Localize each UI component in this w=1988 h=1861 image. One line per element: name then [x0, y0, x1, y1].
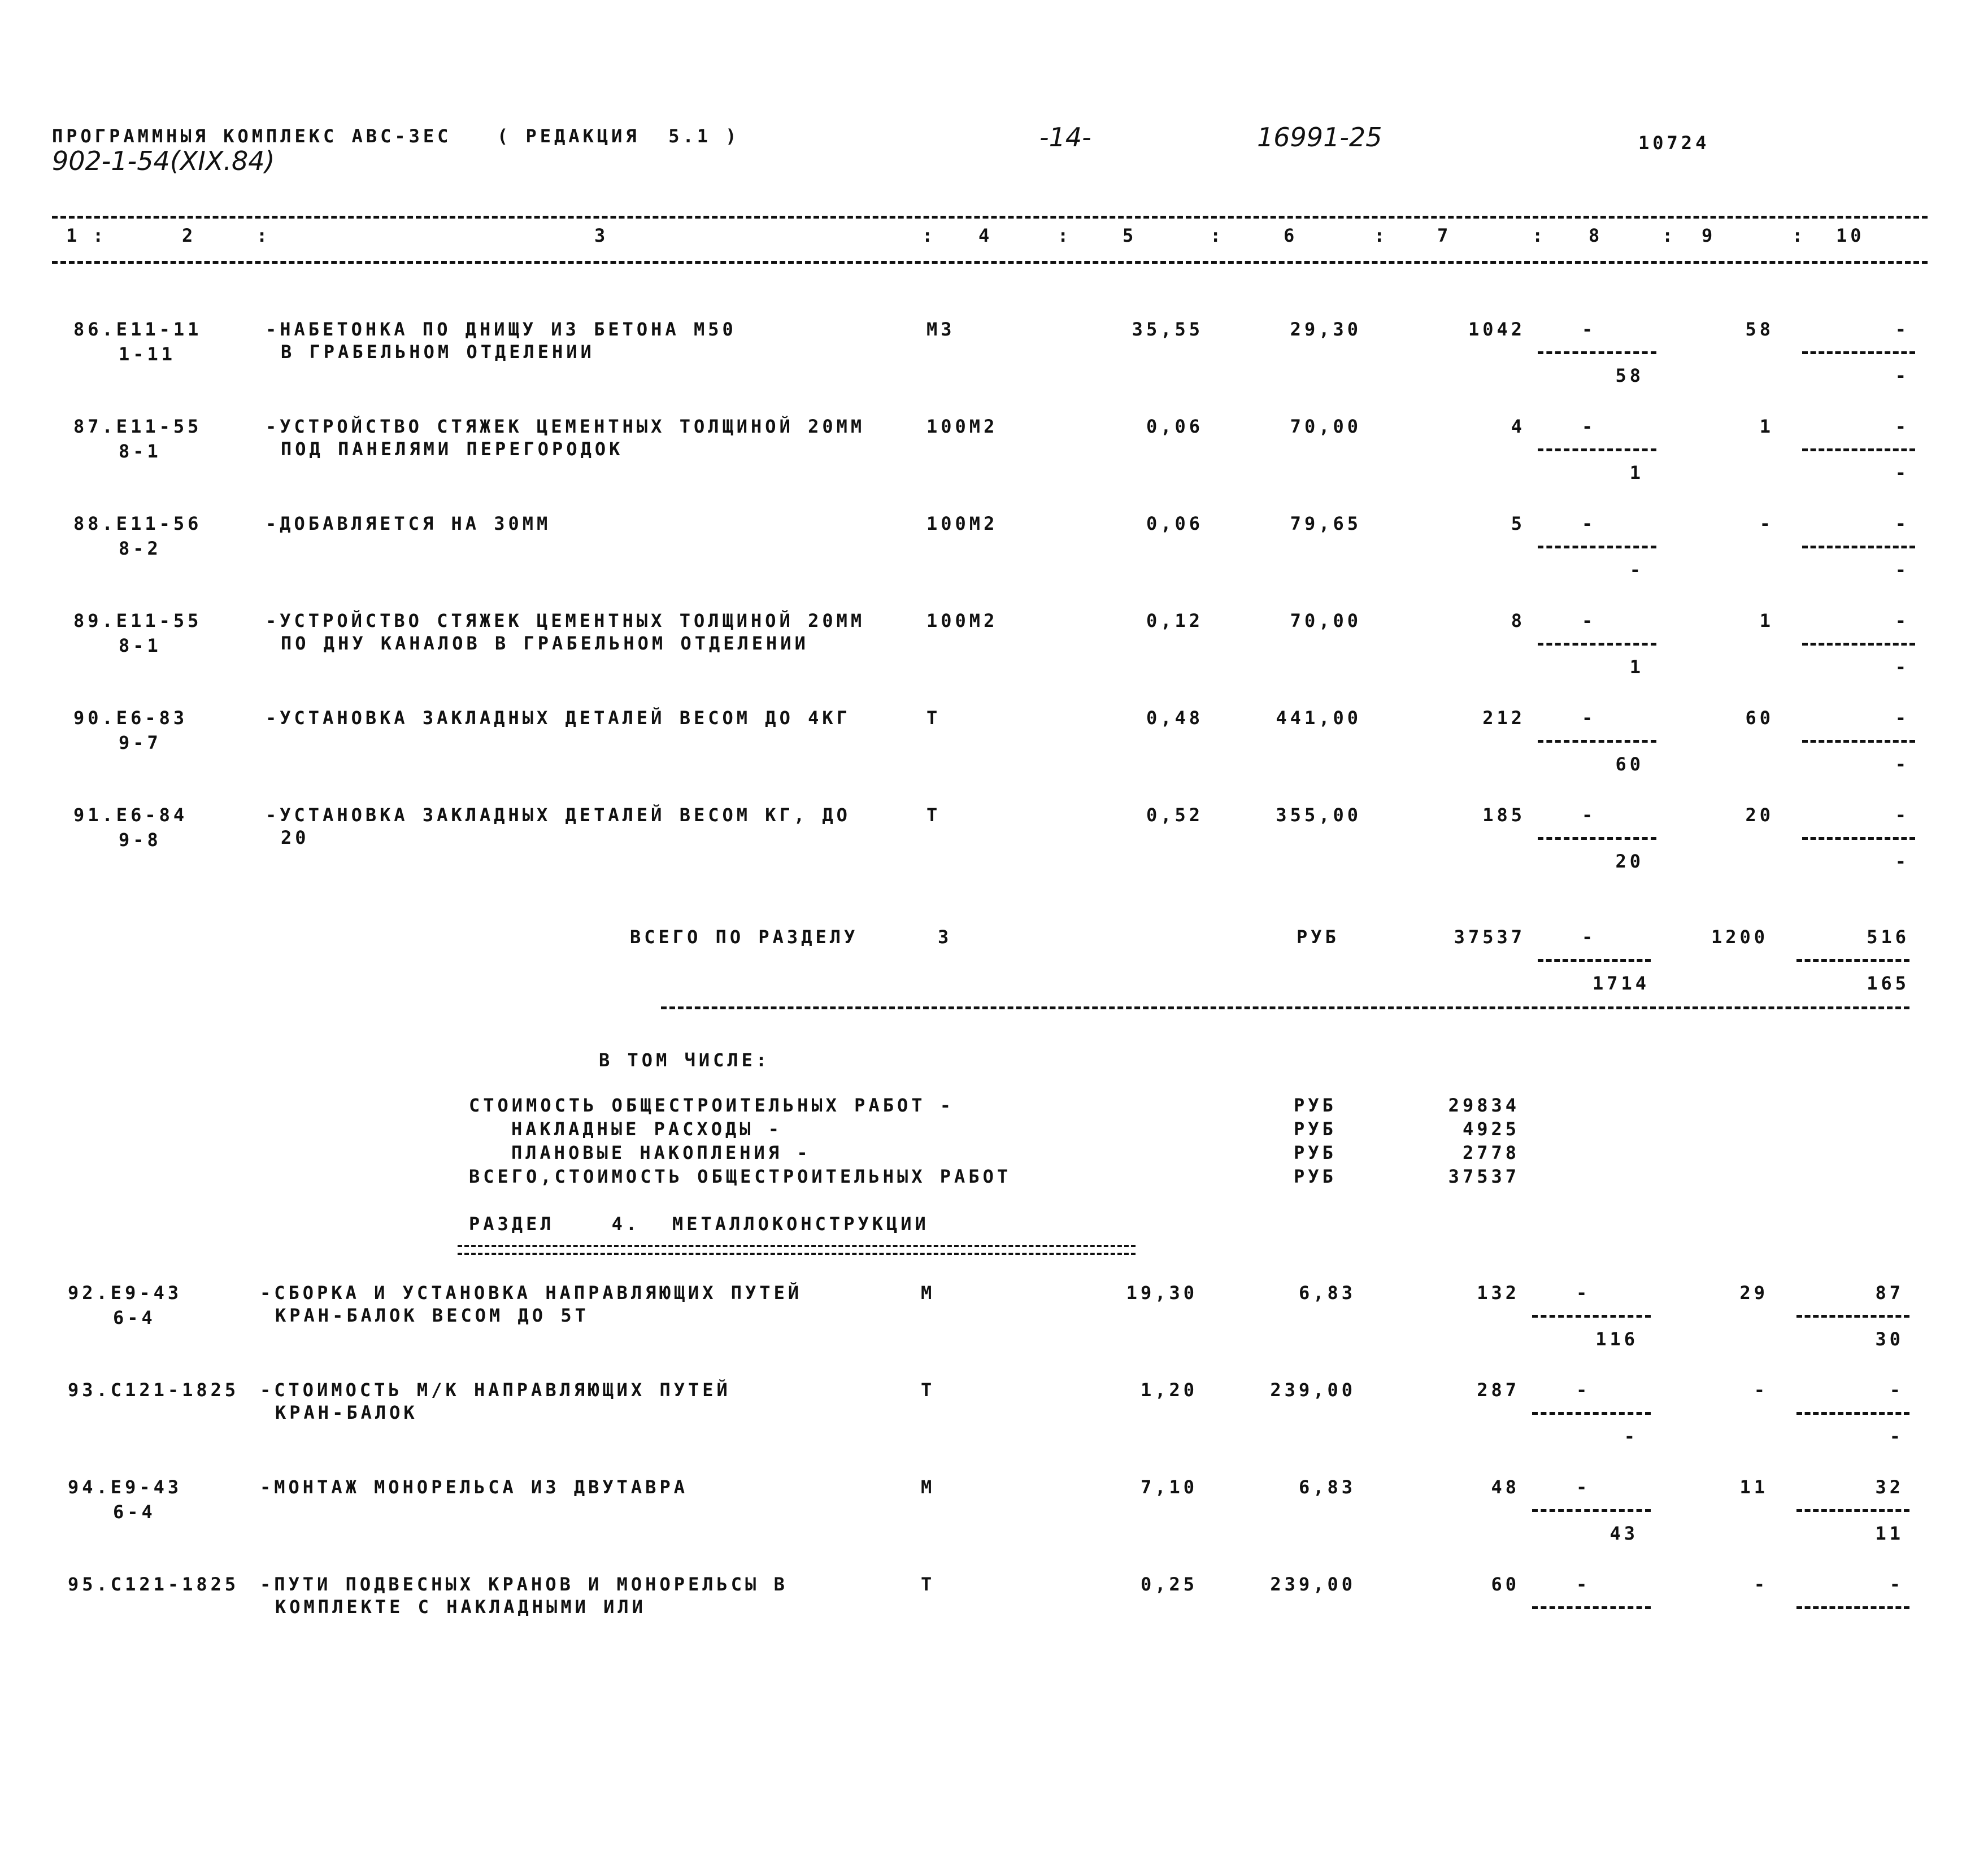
row-number: 89.Е11-55 [73, 610, 202, 631]
col-10: 10 [1836, 225, 1865, 246]
row-price: 441,00 [1276, 707, 1361, 729]
row-unit: 100М2 [926, 416, 998, 437]
row-c8-rule [1538, 643, 1656, 646]
row-c8-top: - [1582, 707, 1597, 729]
including-label-2: НАКЛАДНЫЕ РАСХОДЫ - [511, 1118, 783, 1140]
including-currency-4: РУБ [1294, 1166, 1337, 1187]
col-4: 4 [978, 225, 993, 246]
row-unit: Т [921, 1379, 936, 1401]
header-top-rule [52, 216, 1928, 219]
section-total-label: ВСЕГО ПО РАЗДЕЛУ [630, 926, 859, 948]
row-number: 92.Е9-43 [68, 1282, 182, 1304]
row-c8-top: - [1582, 319, 1597, 340]
row-c9: 58 [1745, 319, 1774, 340]
row-c8-rule [1538, 351, 1656, 354]
row-price: 355,00 [1276, 804, 1361, 826]
row-c10-rule [1796, 1509, 1909, 1512]
col-1: 1 [66, 225, 81, 246]
row-description: -СТОИМОСТЬ М/К НАПРАВЛЯЮЩИХ ПУТЕЙ [260, 1379, 731, 1401]
row-c10-rule [1802, 837, 1915, 840]
section-total-c8-top: - [1582, 926, 1597, 948]
row-description: -УСТРОЙСТВО СТЯЖЕК ЦЕМЕНТНЫХ ТОЛЩИНОЙ 20ММ [266, 416, 865, 437]
row-c8-top: - [1576, 1574, 1591, 1595]
row-total: 48 [1491, 1476, 1520, 1498]
row-c10-top: 32 [1875, 1476, 1904, 1498]
row-quantity: 0,25 [1140, 1574, 1198, 1595]
header-bottom-rule [52, 261, 1928, 264]
row-c10-top: - [1895, 707, 1909, 729]
row-c10-bottom: - [1889, 1426, 1904, 1447]
row-c9: - [1759, 513, 1774, 534]
row-c8-top: - [1582, 610, 1597, 631]
row-price: 79,65 [1290, 513, 1361, 534]
row-description: -СБОРКА И УСТАНОВКА НАПРАВЛЯЮЩИХ ПУТЕЙ [260, 1282, 803, 1304]
page-number: -14- [1039, 122, 1091, 152]
row-c10-rule [1802, 448, 1915, 451]
row-c10-bottom: 30 [1875, 1328, 1904, 1350]
including-value-4: 37537 [1448, 1166, 1520, 1187]
row-c8-top: - [1582, 804, 1597, 826]
row-c8-top: - [1576, 1282, 1591, 1304]
row-c8-bottom: 43 [1609, 1523, 1638, 1544]
row-c9: 1 [1759, 416, 1774, 437]
row-description-2: 20 [281, 827, 310, 848]
row-subcode: 6-4 [113, 1307, 156, 1328]
row-c10-top: - [1895, 610, 1909, 631]
row-total: 60 [1491, 1574, 1520, 1595]
row-c10-top: - [1895, 416, 1909, 437]
section-total-c10-bottom: 165 [1867, 973, 1909, 994]
row-c10-rule [1802, 740, 1915, 743]
row-price: 239,00 [1270, 1574, 1356, 1595]
row-c8-rule [1532, 1606, 1651, 1609]
document-number: 16991-25 [1257, 122, 1382, 152]
column-header-row: 1 : 2 : 3 : 4 : 5 : 6 : 7 : 8 : 9 : 10 [66, 225, 1865, 246]
row-quantity: 1,20 [1140, 1379, 1198, 1401]
including-currency-2: РУБ [1294, 1118, 1337, 1140]
row-description: -НАБЕТОНКА ПО ДНИЩУ ИЗ БЕТОНА М50 [266, 319, 737, 340]
row-c10-top: - [1895, 513, 1909, 534]
row-c9: - [1754, 1379, 1768, 1401]
row-c10-rule [1802, 643, 1915, 646]
section-total-currency: РУБ [1297, 926, 1339, 948]
row-total: 212 [1482, 707, 1525, 729]
row-c10-rule [1802, 546, 1915, 548]
row-subcode: 1-11 [119, 343, 176, 365]
row-c8-rule [1538, 740, 1656, 743]
row-quantity: 19,30 [1126, 1282, 1198, 1304]
row-number: 91.Е6-84 [73, 804, 188, 826]
project-number: 902-1-54(XIX.84) [52, 146, 275, 176]
row-c10-top: - [1895, 804, 1909, 826]
row-unit: Т [921, 1574, 936, 1595]
col-7: 7 [1437, 225, 1452, 246]
row-description-2: В ГРАБЕЛЬНОМ ОТДЕЛЕНИИ [281, 341, 595, 363]
row-c8-rule [1532, 1509, 1651, 1512]
edition-label: ( РЕДАКЦИЯ 5.1 ) [497, 125, 740, 147]
row-quantity: 7,10 [1140, 1476, 1198, 1498]
row-description: -УСТРОЙСТВО СТЯЖЕК ЦЕМЕНТНЫХ ТОЛЩИНОЙ 20ММ [266, 610, 865, 631]
row-total: 5 [1511, 513, 1525, 534]
section-total-value: 37537 [1454, 926, 1525, 948]
row-c10-rule [1796, 1606, 1909, 1609]
row-c10-rule [1796, 1412, 1909, 1415]
row-number: 86.Е11-11 [73, 319, 202, 340]
col-6: 6 [1284, 225, 1298, 246]
row-c8-bottom: 20 [1615, 851, 1644, 872]
row-description-2: ПО ДНУ КАНАЛОВ В ГРАБЕЛЬНОМ ОТДЕЛЕНИИ [281, 633, 809, 654]
row-quantity: 0,06 [1146, 513, 1203, 534]
row-c10-bottom: 11 [1875, 1523, 1904, 1544]
row-c9: - [1754, 1574, 1768, 1595]
row-c10-bottom: - [1895, 851, 1909, 872]
row-c8-bottom: - [1629, 559, 1644, 581]
including-heading: В ТОМ ЧИСЛЕ: [599, 1049, 771, 1071]
row-subcode: 8-1 [119, 635, 162, 656]
row-price: 70,00 [1290, 610, 1361, 631]
row-c8-bottom: 58 [1615, 365, 1644, 386]
row-c8-rule [1538, 448, 1656, 451]
section-total-rule [661, 1006, 1909, 1009]
row-description: -УСТАНОВКА ЗАКЛАДНЫХ ДЕТАЛЕЙ ВЕСОМ ДО 4КГ [266, 707, 851, 729]
row-description-2: КРАН-БАЛОК ВЕСОМ ДО 5Т [275, 1305, 589, 1326]
row-c10-bottom: - [1895, 559, 1909, 581]
section-4-title: МЕТАЛЛОКОНСТРУКЦИИ [672, 1213, 929, 1235]
row-total: 185 [1482, 804, 1525, 826]
row-unit: М [921, 1282, 936, 1304]
row-subcode: 9-8 [119, 829, 162, 851]
row-c8-top: - [1576, 1379, 1591, 1401]
row-c9: 1 [1759, 610, 1774, 631]
section-total-c10-rule [1796, 959, 1909, 962]
code-number: 10724 [1638, 132, 1710, 154]
row-subcode: 6-4 [113, 1501, 156, 1523]
row-unit: Т [926, 707, 941, 729]
row-number: 95.С121-1825 [68, 1574, 240, 1595]
section-total-c9: 1200 [1711, 926, 1768, 948]
row-c8-top: - [1576, 1476, 1591, 1498]
row-number: 94.Е9-43 [68, 1476, 182, 1498]
row-price: 6,83 [1298, 1282, 1356, 1304]
row-quantity: 35,55 [1132, 319, 1203, 340]
section-total-c10-top: 516 [1867, 926, 1909, 948]
row-total: 287 [1477, 1379, 1520, 1401]
row-c8-bottom: 1 [1629, 462, 1644, 483]
row-description: -ПУТИ ПОДВЕСНЫХ КРАНОВ И МОНОРЕЛЬСЫ В [260, 1574, 788, 1595]
row-description: -ДОБАВЛЯЕТСЯ НА 30ММ [266, 513, 551, 534]
row-unit: Т [926, 804, 941, 826]
row-c10-bottom: - [1895, 753, 1909, 775]
row-unit: 100М2 [926, 610, 998, 631]
row-c8-rule [1538, 837, 1656, 840]
including-label-1: СТОИМОСТЬ ОБЩЕСТРОИТЕЛЬНЫХ РАБОТ - [469, 1095, 955, 1116]
section-4-label: РАЗДЕЛ 4. [469, 1213, 641, 1235]
section-total-number: 3 [938, 926, 952, 948]
row-subcode: 8-1 [119, 441, 162, 462]
row-quantity: 0,48 [1146, 707, 1203, 729]
section-4-double-rule [458, 1245, 1136, 1255]
row-c8-rule [1532, 1315, 1651, 1318]
col-5: 5 [1123, 225, 1137, 246]
row-quantity: 0,52 [1146, 804, 1203, 826]
row-price: 70,00 [1290, 416, 1361, 437]
row-c8-bottom: 60 [1615, 753, 1644, 775]
row-description: -МОНТАЖ МОНОРЕЛЬСА ИЗ ДВУТАВРА [260, 1476, 688, 1498]
row-unit: М3 [926, 319, 955, 340]
row-price: 6,83 [1298, 1476, 1356, 1498]
row-price: 239,00 [1270, 1379, 1356, 1401]
section-total-c8-bottom: 1714 [1592, 973, 1650, 994]
row-c10-rule [1796, 1315, 1909, 1318]
row-c10-bottom: - [1895, 656, 1909, 678]
row-c9: 60 [1745, 707, 1774, 729]
col-3: 3 [594, 225, 609, 246]
row-c8-rule [1532, 1412, 1651, 1415]
row-c8-bottom: 116 [1595, 1328, 1638, 1350]
including-value-1: 29834 [1448, 1095, 1520, 1116]
row-price: 29,30 [1290, 319, 1361, 340]
row-total: 1042 [1468, 319, 1525, 340]
row-number: 88.Е11-56 [73, 513, 202, 534]
including-value-2: 4925 [1462, 1118, 1520, 1140]
row-c8-rule [1538, 546, 1656, 548]
row-unit: М [921, 1476, 936, 1498]
row-total: 132 [1477, 1282, 1520, 1304]
row-c10-rule [1802, 351, 1915, 354]
row-description: -УСТАНОВКА ЗАКЛАДНЫХ ДЕТАЛЕЙ ВЕСОМ КГ, ДО [266, 804, 851, 826]
row-description-2: ПОД ПАНЕЛЯМИ ПЕРЕГОРОДОК [281, 438, 624, 460]
row-description-2: КОМПЛЕКТЕ С НАКЛАДНЫМИ ИЛИ [275, 1596, 646, 1618]
row-number: 87.Е11-55 [73, 416, 202, 437]
row-c8-top: - [1582, 416, 1597, 437]
row-total: 4 [1511, 416, 1525, 437]
row-quantity: 0,12 [1146, 610, 1203, 631]
including-label-3: ПЛАНОВЫЕ НАКОПЛЕНИЯ - [511, 1142, 811, 1163]
row-subcode: 9-7 [119, 732, 162, 753]
section-total-c8-rule [1538, 959, 1651, 962]
col-8: 8 [1589, 225, 1603, 246]
row-c10-top: - [1889, 1574, 1904, 1595]
row-c9: 11 [1739, 1476, 1768, 1498]
including-currency-3: РУБ [1294, 1142, 1337, 1163]
row-c10-top: - [1889, 1379, 1904, 1401]
row-description-2: КРАН-БАЛОК [275, 1402, 418, 1423]
col-2: 2 [182, 225, 197, 246]
including-currency-1: РУБ [1294, 1095, 1337, 1116]
row-c8-bottom: - [1624, 1426, 1638, 1447]
row-c10-top: - [1895, 319, 1909, 340]
row-unit: 100М2 [926, 513, 998, 534]
row-total: 8 [1511, 610, 1525, 631]
col-9: 9 [1702, 225, 1716, 246]
row-number: 90.Е6-83 [73, 707, 188, 729]
row-c8-top: - [1582, 513, 1597, 534]
row-c10-top: 87 [1875, 1282, 1904, 1304]
including-value-3: 2778 [1462, 1142, 1520, 1163]
row-c9: 29 [1739, 1282, 1768, 1304]
row-c8-bottom: 1 [1629, 656, 1644, 678]
program-title: ПРОГРАММНЫЯ КОМПЛЕКС АВС-3ЕС [52, 125, 452, 147]
row-quantity: 0,06 [1146, 416, 1203, 437]
row-number: 93.С121-1825 [68, 1379, 240, 1401]
row-c9: 20 [1745, 804, 1774, 826]
row-subcode: 8-2 [119, 538, 162, 559]
row-c10-bottom: - [1895, 462, 1909, 483]
including-label-4: ВСЕГО,СТОИМОСТЬ ОБЩЕСТРОИТЕЛЬНЫХ РАБОТ [469, 1166, 1012, 1187]
row-c10-bottom: - [1895, 365, 1909, 386]
